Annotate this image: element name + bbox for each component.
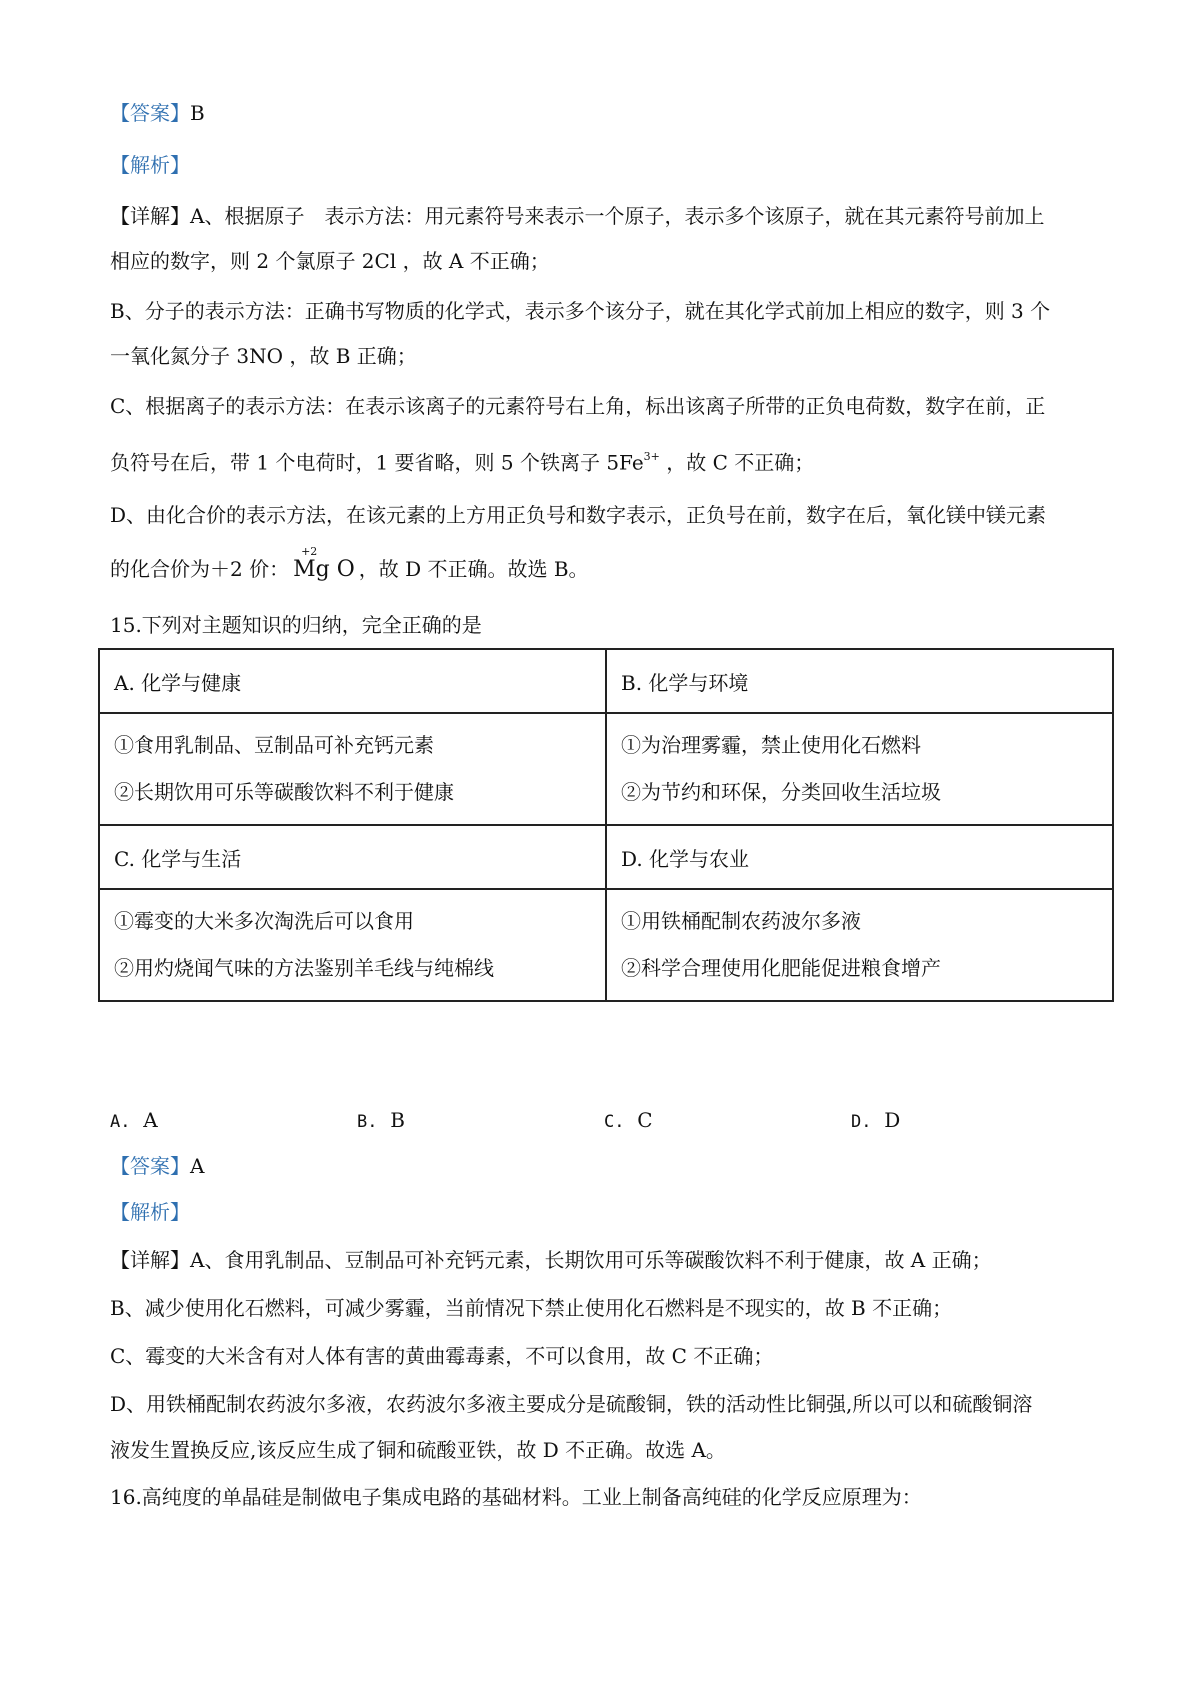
detail-line: C、霉变的大米含有对人体有害的黄曲霉毒素，不可以食用，故 C 不正确； bbox=[110, 1344, 774, 1368]
detail-text: 的化合价为＋2 价： bbox=[110, 557, 290, 581]
detail-text: ，故 C 不正确； bbox=[659, 450, 815, 475]
detail-line bbox=[110, 545, 589, 585]
answer-tag: 【答案】 bbox=[110, 1154, 190, 1178]
knowledge-table bbox=[98, 648, 1114, 1002]
question-stem: 16.高纯度的单晶硅是制做电子集成电路的基础材料。工业上制备高纯硅的化学反应原理为： bbox=[110, 1485, 922, 1509]
table-cell-b-title: B. 化学与环境 bbox=[606, 649, 1113, 713]
table-cell-c-title: C. 化学与生活 bbox=[99, 825, 606, 889]
detail-line bbox=[110, 444, 814, 478]
detail-line: B、减少使用化石燃料，可减少雾霾，当前情况下禁止使用化石燃料是不现实的，故 B 不正确； bbox=[110, 1296, 953, 1320]
detail-line: C、根据离子的表示方法：在表示该离子的元素符号右上角，标出该离子所带的正负电荷数，数字在前，正 bbox=[110, 394, 1046, 418]
detail-line: D、用铁桶配制农药波尔多液，农药波尔多液主要成分是硫酸铜，铁的活动性比铜强,所以可以和硫酸铜溶 bbox=[110, 1392, 1033, 1416]
mgo-formula bbox=[293, 545, 355, 585]
answer-tag: 【答案】 bbox=[110, 101, 190, 125]
formula-text: Mg O bbox=[293, 557, 355, 582]
table-cell-b-items bbox=[606, 713, 1113, 825]
table-item: ②为节约和环保，分类回收生活垃圾 bbox=[621, 780, 941, 804]
table-item: ①用铁桶配制农药波尔多液 bbox=[621, 909, 861, 933]
detail-line: D、由化合价的表示方法，在该元素的上方用正负号和数字表示，正负号在前，数字在后，氧化镁中镁元素 bbox=[110, 503, 1047, 527]
question-stem: 15.下列对主题知识的归纳，完全正确的是 bbox=[110, 613, 482, 637]
ion-charge: 3+ bbox=[643, 450, 660, 463]
analysis-tag: 【解析】 bbox=[110, 1200, 190, 1224]
table-cell-d-items bbox=[606, 889, 1113, 1001]
table-item: ②用灼烧闻气味的方法鉴别羊毛线与纯棉线 bbox=[114, 956, 494, 980]
detail-line: 【详解】A、根据原子 表示方法：用元素符号来表示一个原子，表示多个该原子，就在其元素符号前加上 bbox=[110, 204, 1045, 228]
answer-value: B bbox=[190, 101, 205, 125]
valence-label: +2 bbox=[301, 545, 318, 558]
analysis-tag: 【解析】 bbox=[110, 153, 190, 177]
option-b[interactable]: B. B bbox=[357, 1108, 405, 1132]
option-a[interactable]: A. A bbox=[110, 1108, 158, 1132]
detail-line: 液发生置换反应,该反应生成了铜和硫酸亚铁，故 D 不正确。故选 A。 bbox=[110, 1438, 726, 1462]
detail-line: 一氧化氮分子 3NO ，故 B 正确； bbox=[110, 344, 417, 368]
detail-text: 负符号在后，带 1 个电荷时，1 要省略，则 5 个铁离子 5Fe bbox=[110, 450, 644, 475]
answer-line bbox=[110, 1151, 204, 1181]
table-item: ①食用乳制品、豆制品可补充钙元素 bbox=[114, 733, 434, 757]
answer-line bbox=[110, 98, 205, 128]
table-cell-d-title: D. 化学与农业 bbox=[606, 825, 1113, 889]
answer-options bbox=[110, 1105, 1010, 1135]
table-item: ②长期饮用可乐等碳酸饮料不利于健康 bbox=[114, 780, 454, 804]
answer-value: A bbox=[190, 1154, 205, 1178]
table-item: ②科学合理使用化肥能促进粮食增产 bbox=[621, 956, 941, 980]
table-cell-a-items bbox=[99, 713, 606, 825]
table-cell-c-items bbox=[99, 889, 606, 1001]
table-item: ①霉变的大米多次淘洗后可以食用 bbox=[114, 909, 414, 933]
table-item: ①为治理雾霾，禁止使用化石燃料 bbox=[621, 733, 921, 757]
detail-line: B、分子的表示方法：正确书写物质的化学式，表示多个该分子，就在其化学式前加上相应的数字，则 3 个 bbox=[110, 299, 1051, 323]
detail-line: 相应的数字，则 2 个氯原子 2Cl ，故 A 不正确； bbox=[110, 249, 550, 273]
option-d[interactable]: D. D bbox=[851, 1108, 901, 1132]
option-c[interactable]: C. C bbox=[604, 1108, 653, 1132]
detail-line: 【详解】A、食用乳制品、豆制品可补充钙元素，长期饮用可乐等碳酸饮料不利于健康，故 A 正确； bbox=[110, 1248, 992, 1272]
table-cell-a-title: A. 化学与健康 bbox=[99, 649, 606, 713]
detail-text: ，故 D 不正确。故选 B。 bbox=[358, 557, 589, 581]
